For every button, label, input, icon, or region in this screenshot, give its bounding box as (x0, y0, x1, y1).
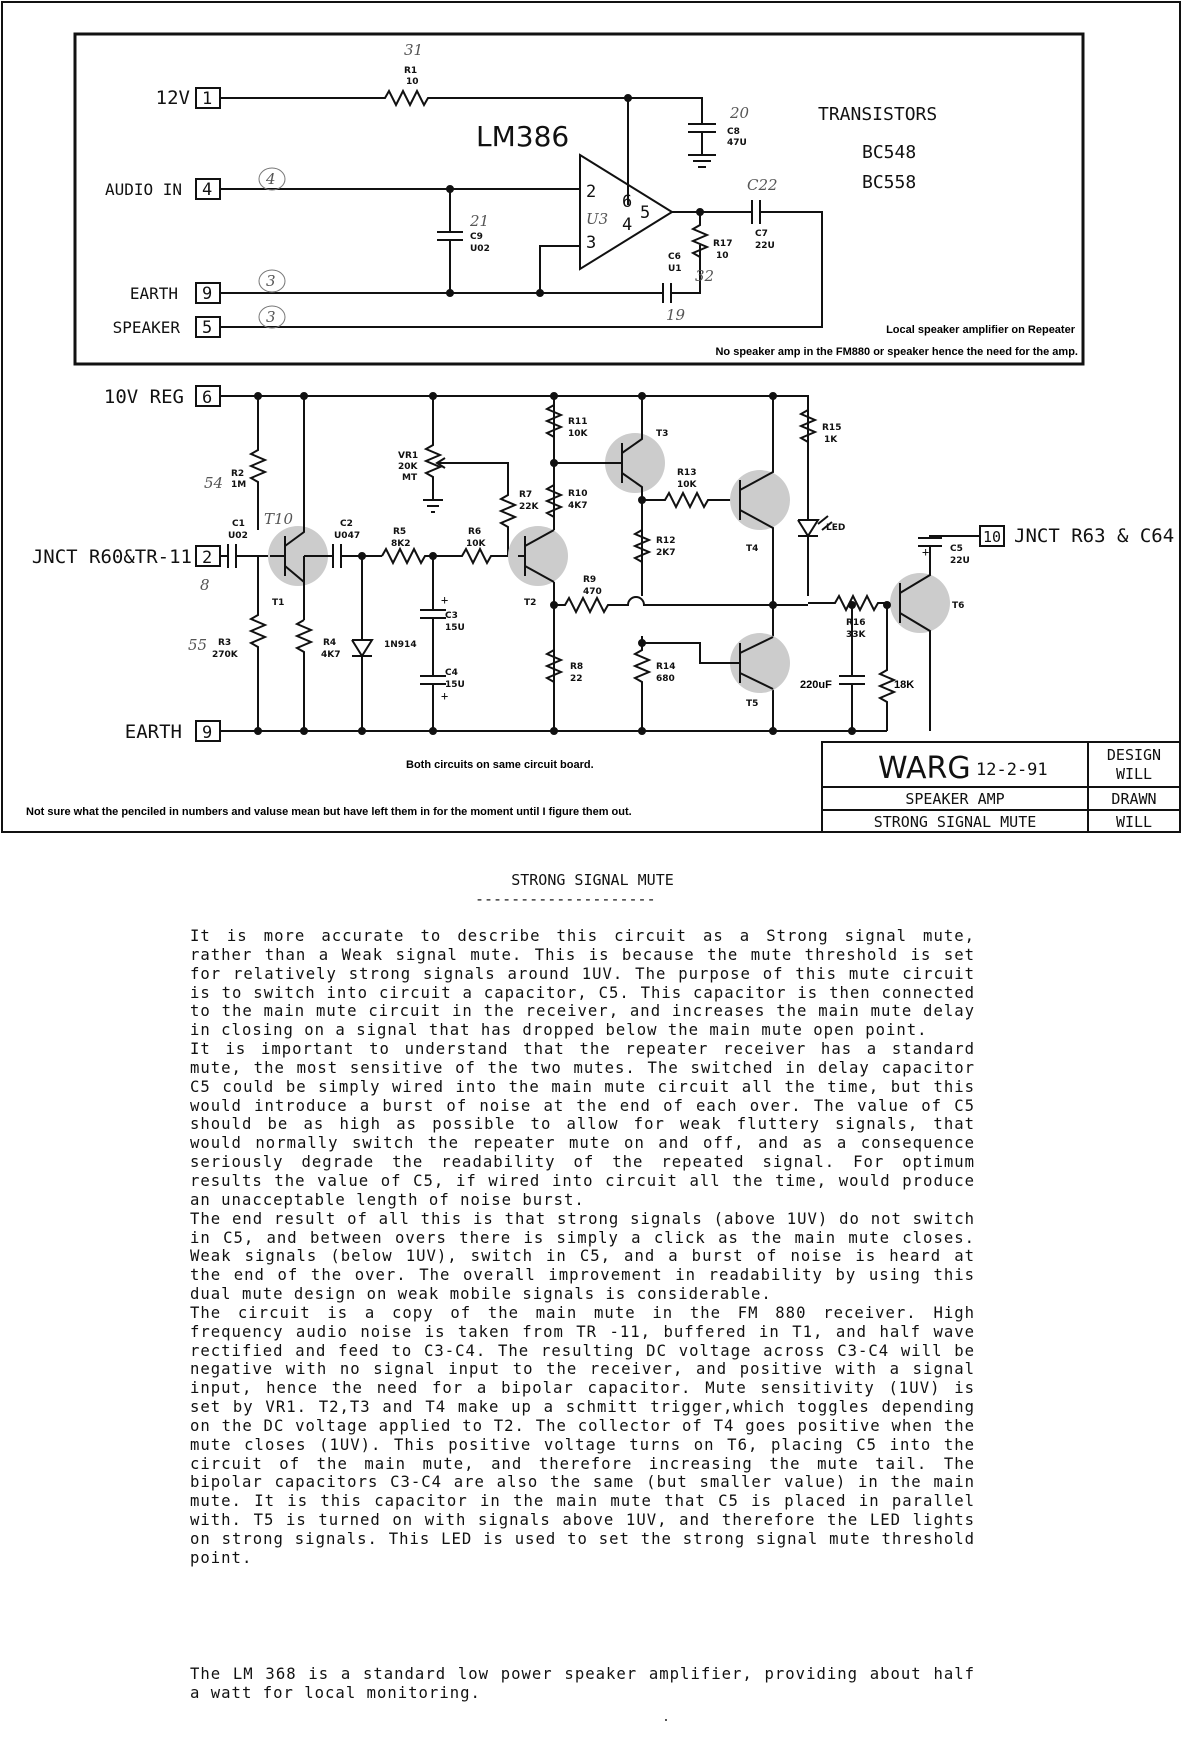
paragraph-1: It is more accurate to describe this circuit as a Strong signal mute, rather than a Weak signal mute. This is because the mute threshold is set for relatively strong signals around 1UV. The purpose of this mute circuit is to switch into circuit a capacitor, C5. This capacitor is then connected to the main mute circuit in the receiver, and increases the main mute delay in closing on a signal that has dropped below the main mute open point. (190, 927, 975, 1040)
led-label: LED (826, 523, 846, 533)
schematic-circle (301, 393, 307, 399)
note-local-amp: Local speaker amplifier on Repeater (886, 324, 1075, 336)
schematic-circle (849, 728, 855, 734)
schematic-circle (639, 728, 645, 734)
pin-num-2: 2 (202, 548, 213, 568)
c5-label: C5 (950, 544, 963, 554)
transistor-type-2: BC558 (862, 172, 917, 193)
title-block-date: 12-2-91 (976, 760, 1048, 780)
pin-label-12v: 12V (155, 87, 190, 109)
c4-value: 15U (445, 680, 465, 690)
r3-label: R3 (218, 638, 232, 648)
t1-label: T1 (272, 598, 285, 608)
pencil-r17: 32 (695, 267, 715, 285)
paragraph-4: The circuit is a copy of the main mute in the FM 880 receiver. High frequency audio noise is taken from TR -11, buffered in T1, and half wave rectified and feed to C3-C4. The resulting DC voltage across C3-C4 will be negative with no signal input to the receiver, and positive with a signal input, hence the need for a bipolar capacitor. Mute sensitivity (1UV) is set by VR1. T2,T3 and T4 make up a schmitt trigger,which toggles depending on the DC voltage applied to T2. The collector of T4 goes positive when the mute closes (1UV). This positive voltage turns on T6, placing C5 into the circuit of the main mute, and therefore increasing the mute tail. The bipolar capacitors C3-C4 are also the same (but smaller value) in the main mute. It is this capacitor in the main mute that C5 is placed in parallel with. T5 is turned on with signals above 1UV, and therefore the LED lights on strong signals. This LED is used to set the strong signal mute threshold point. (190, 1303, 975, 1567)
r3-value: 270K (212, 650, 238, 660)
schematic-circle (551, 460, 557, 466)
pencil-r1: 31 (404, 41, 424, 59)
t3-label: T3 (656, 429, 669, 439)
pencil-t1: T10 (264, 510, 294, 528)
schematic-circle (770, 393, 776, 399)
note-penciled-numbers: Not sure what the penciled in numbers and valuse mean but have left them in for the moment until I figure them out. (26, 806, 632, 818)
c7-label: C7 (755, 229, 768, 239)
schematic-circle (551, 393, 557, 399)
paragraph-3: The end result of all this is that strong signals (above 1UV) do not switch in C5, and between overs there is simply a click as the main mute closes. Weak signals (below 1UV), switch in C5, and a burst of noise is heard at the end of the over. The overall improvement in readability by using this dual mute design on weak mobile signals is considerable. (190, 1209, 975, 1304)
schematic-path (437, 458, 465, 468)
title-block-org: WARG (878, 751, 971, 786)
schematic-path (297, 620, 311, 731)
schematic-circle (770, 602, 776, 608)
pencil-speaker: 3 (266, 308, 276, 326)
schematic-circle (770, 728, 776, 734)
paragraph-5: The LM 368 is a standard low power speaker amplifier, providing about half a watt for local monitoring. (190, 1665, 975, 1702)
cap-220uf-label: 220uF (800, 679, 832, 691)
ic-pin-6: 6 (622, 192, 633, 212)
schematic-path (220, 396, 808, 452)
pencil-earth: 3 (266, 272, 276, 290)
pin-label-earth-bottom: EARTH (124, 721, 182, 743)
schematic-circle (639, 497, 645, 503)
r12-value: 2K7 (656, 548, 676, 558)
c9-value: U02 (470, 244, 490, 254)
schematic-path (540, 246, 580, 293)
c4-label: C4 (445, 668, 458, 678)
c9-label: C9 (470, 232, 483, 242)
schematic-circle (884, 602, 890, 608)
schematic-circle (430, 393, 436, 399)
pencil-u3: U3 (586, 210, 609, 228)
r9-label: R9 (583, 575, 597, 585)
pin-num-10: 10 (983, 528, 1002, 546)
c5-value: 22U (950, 556, 970, 566)
document-body (190, 927, 975, 1568)
schematic-path (251, 556, 265, 731)
c8-value: 47U (727, 138, 747, 148)
pencil-r2: 54 (204, 474, 224, 492)
c3-plus-sign: + (441, 593, 449, 607)
t4-label: T4 (746, 544, 759, 554)
r10-label: R10 (568, 489, 588, 499)
pencil-c8: 20 (730, 104, 750, 122)
r11-label: R11 (568, 417, 588, 427)
schematic-circle (359, 553, 365, 559)
r1-label: R1 (404, 66, 418, 76)
r15-label: R15 (822, 423, 842, 433)
r1-value: 10 (406, 77, 419, 87)
r11-value: 10K (568, 429, 588, 439)
schematic-circle (359, 728, 365, 734)
document-title-rule: -------------------- (475, 890, 656, 908)
pin-num-6: 6 (202, 388, 213, 408)
pencil-audio: 4 (266, 170, 276, 188)
r8-value: 22 (570, 674, 583, 684)
schematic-path (382, 549, 518, 563)
pin-label-jnct-r60: JNCT R60&TR-11 (31, 546, 192, 568)
schematic-path (220, 200, 822, 327)
vr1-label: VR1 (398, 451, 419, 461)
c4-plus-sign: + (441, 689, 449, 703)
pin-num-4: 4 (202, 180, 213, 200)
schematic-path (423, 396, 443, 512)
title-block-design-label: DESIGN (1106, 746, 1162, 764)
r7-label: R7 (519, 490, 533, 500)
c6-label: C6 (668, 252, 681, 262)
t6-label: T6 (952, 601, 965, 611)
c7-value: 22U (755, 241, 775, 251)
r14-value: 680 (656, 674, 675, 684)
schematic-circle (625, 95, 631, 101)
r10-value: 4K7 (568, 501, 588, 511)
schematic-path (635, 636, 649, 731)
title-block-drawn-label: DRAWN (1111, 790, 1157, 808)
r2-value: 1M (231, 480, 247, 490)
r4-value: 4K7 (321, 650, 341, 660)
title-block-title1: SPEAKER AMP (905, 790, 1005, 808)
r8-label: R8 (570, 662, 584, 672)
r14-label: R14 (656, 662, 676, 672)
schematic-circle (447, 290, 453, 296)
schematic-diagram (0, 0, 1185, 860)
pencil-c6: 19 (666, 306, 686, 324)
pin-label-speaker: SPEAKER (112, 318, 180, 337)
paragraph-2: It is important to understand that the repeater receiver has a standard mute, the most sensitive of the two mutes. The switched in delay capacitor C5 could be simply wired into the main mute circuit all the time, but this would introduce a burst of noise at the end of each over. The value of C5 should be as high as possible to allow for weak fluttery signals, that would normally switch the repeater mute on and off, and as a consequence seriously degrade the readability of the repeated signal. For optimum results the value of C5, if wired into circuit all the time, would produce an unacceptable length of noise burst. (190, 1040, 975, 1209)
schematic-circle (537, 290, 543, 296)
r15-value: 1K (824, 435, 838, 445)
r9-value: 470 (583, 587, 602, 597)
pencil-c7: C22 (747, 176, 778, 194)
r12-label: R12 (656, 536, 676, 546)
c2-value: U047 (334, 531, 361, 541)
schematic-path (352, 556, 372, 731)
transistor-type-1: BC548 (862, 142, 917, 163)
schematic-circle (430, 553, 436, 559)
pencil-jnct: 8 (200, 576, 210, 594)
document-title: STRONG SIGNAL MUTE (511, 871, 674, 889)
title-block-design-by: WILL (1115, 765, 1153, 783)
c2-label: C2 (340, 519, 353, 529)
schematic-path (251, 396, 265, 530)
schematic-circle (301, 728, 307, 734)
schematic-path (420, 556, 449, 731)
res-18k-label: 18K (894, 679, 915, 691)
schematic-path (220, 245, 700, 293)
schematic-circle (551, 728, 557, 734)
pencil-r3: 55 (188, 636, 208, 654)
pin-num-5: 5 (202, 318, 213, 338)
t5-label: T5 (746, 699, 759, 709)
schematic-path (270, 396, 304, 620)
c3-label: C3 (445, 611, 458, 621)
pencil-c9: 21 (470, 212, 490, 230)
r4-label: R4 (323, 638, 337, 648)
schematic-circle (255, 728, 261, 734)
c5-plus-sign: + (922, 545, 930, 559)
r6-value: 10K (466, 539, 486, 549)
r13-label: R13 (677, 468, 697, 478)
c1-label: C1 (232, 519, 245, 529)
schematic-path (437, 189, 463, 293)
r7-value: 22K (519, 502, 539, 512)
schematic-circle (639, 640, 645, 646)
vr1-type: MT (402, 473, 418, 483)
pin-num-9: 9 (202, 284, 213, 304)
stray-mark (665, 1719, 667, 1721)
schematic-path (693, 212, 707, 257)
pin-num-1: 1 (202, 89, 213, 109)
c8-label: C8 (727, 127, 740, 137)
r13-value: 10K (677, 480, 697, 490)
schematic-circle (447, 186, 453, 192)
r17-value: 10 (716, 251, 729, 261)
schematic-g (2, 2, 1180, 832)
schematic-circle (255, 393, 261, 399)
diode-label: 1N914 (384, 640, 417, 650)
ic-pin-2: 2 (586, 182, 597, 202)
schematic-circle (430, 728, 436, 734)
schematic-circle (639, 393, 645, 399)
ic-pin-5: 5 (640, 203, 651, 223)
outer-frame (2, 2, 1180, 832)
c3-value: 15U (445, 623, 465, 633)
r17-label: R17 (713, 239, 733, 249)
r2-label: R2 (231, 469, 245, 479)
note-same-board: Both circuits on same circuit board. (406, 759, 594, 771)
r16-value: 33K (846, 630, 866, 640)
t2-label: T2 (524, 598, 537, 608)
schematic-path (642, 493, 740, 507)
title-block-drawn-by: WILL (1115, 813, 1153, 831)
c6-value: U1 (668, 264, 682, 274)
schematic-circle (849, 602, 855, 608)
note-no-speaker-amp: No speaker amp in the FM880 or speaker hence the need for the amp. (715, 346, 1078, 358)
schematic-g (259, 168, 285, 328)
ic-pin-4: 4 (622, 215, 633, 235)
r16-label: R16 (846, 618, 866, 628)
ic-name: LM386 (476, 120, 570, 153)
schematic-path (688, 124, 716, 167)
ic-pin-3: 3 (586, 233, 597, 253)
pin-label-10v-reg: 10V REG (103, 386, 184, 408)
r5-value: 8K2 (391, 539, 411, 549)
transistors-title: TRANSISTORS (818, 104, 938, 125)
schematic-path (663, 283, 671, 303)
pin-label-audio-in: AUDIO IN (104, 180, 182, 199)
pin-num-9-bottom: 9 (202, 723, 213, 743)
c1-value: U02 (228, 531, 248, 541)
r6-label: R6 (468, 527, 482, 537)
vr1-value: 20K (398, 462, 418, 472)
r5-label: R5 (393, 527, 407, 537)
schematic-path (880, 605, 894, 731)
schematic-circle (508, 526, 568, 586)
pin-label-jnct-r63: JNCT R63 & C64 (1014, 525, 1175, 547)
schematic-circle (697, 209, 703, 215)
title-block-title2: STRONG SIGNAL MUTE (873, 813, 1037, 831)
pin-label-earth: EARTH (129, 284, 178, 303)
schematic-circle (551, 602, 557, 608)
